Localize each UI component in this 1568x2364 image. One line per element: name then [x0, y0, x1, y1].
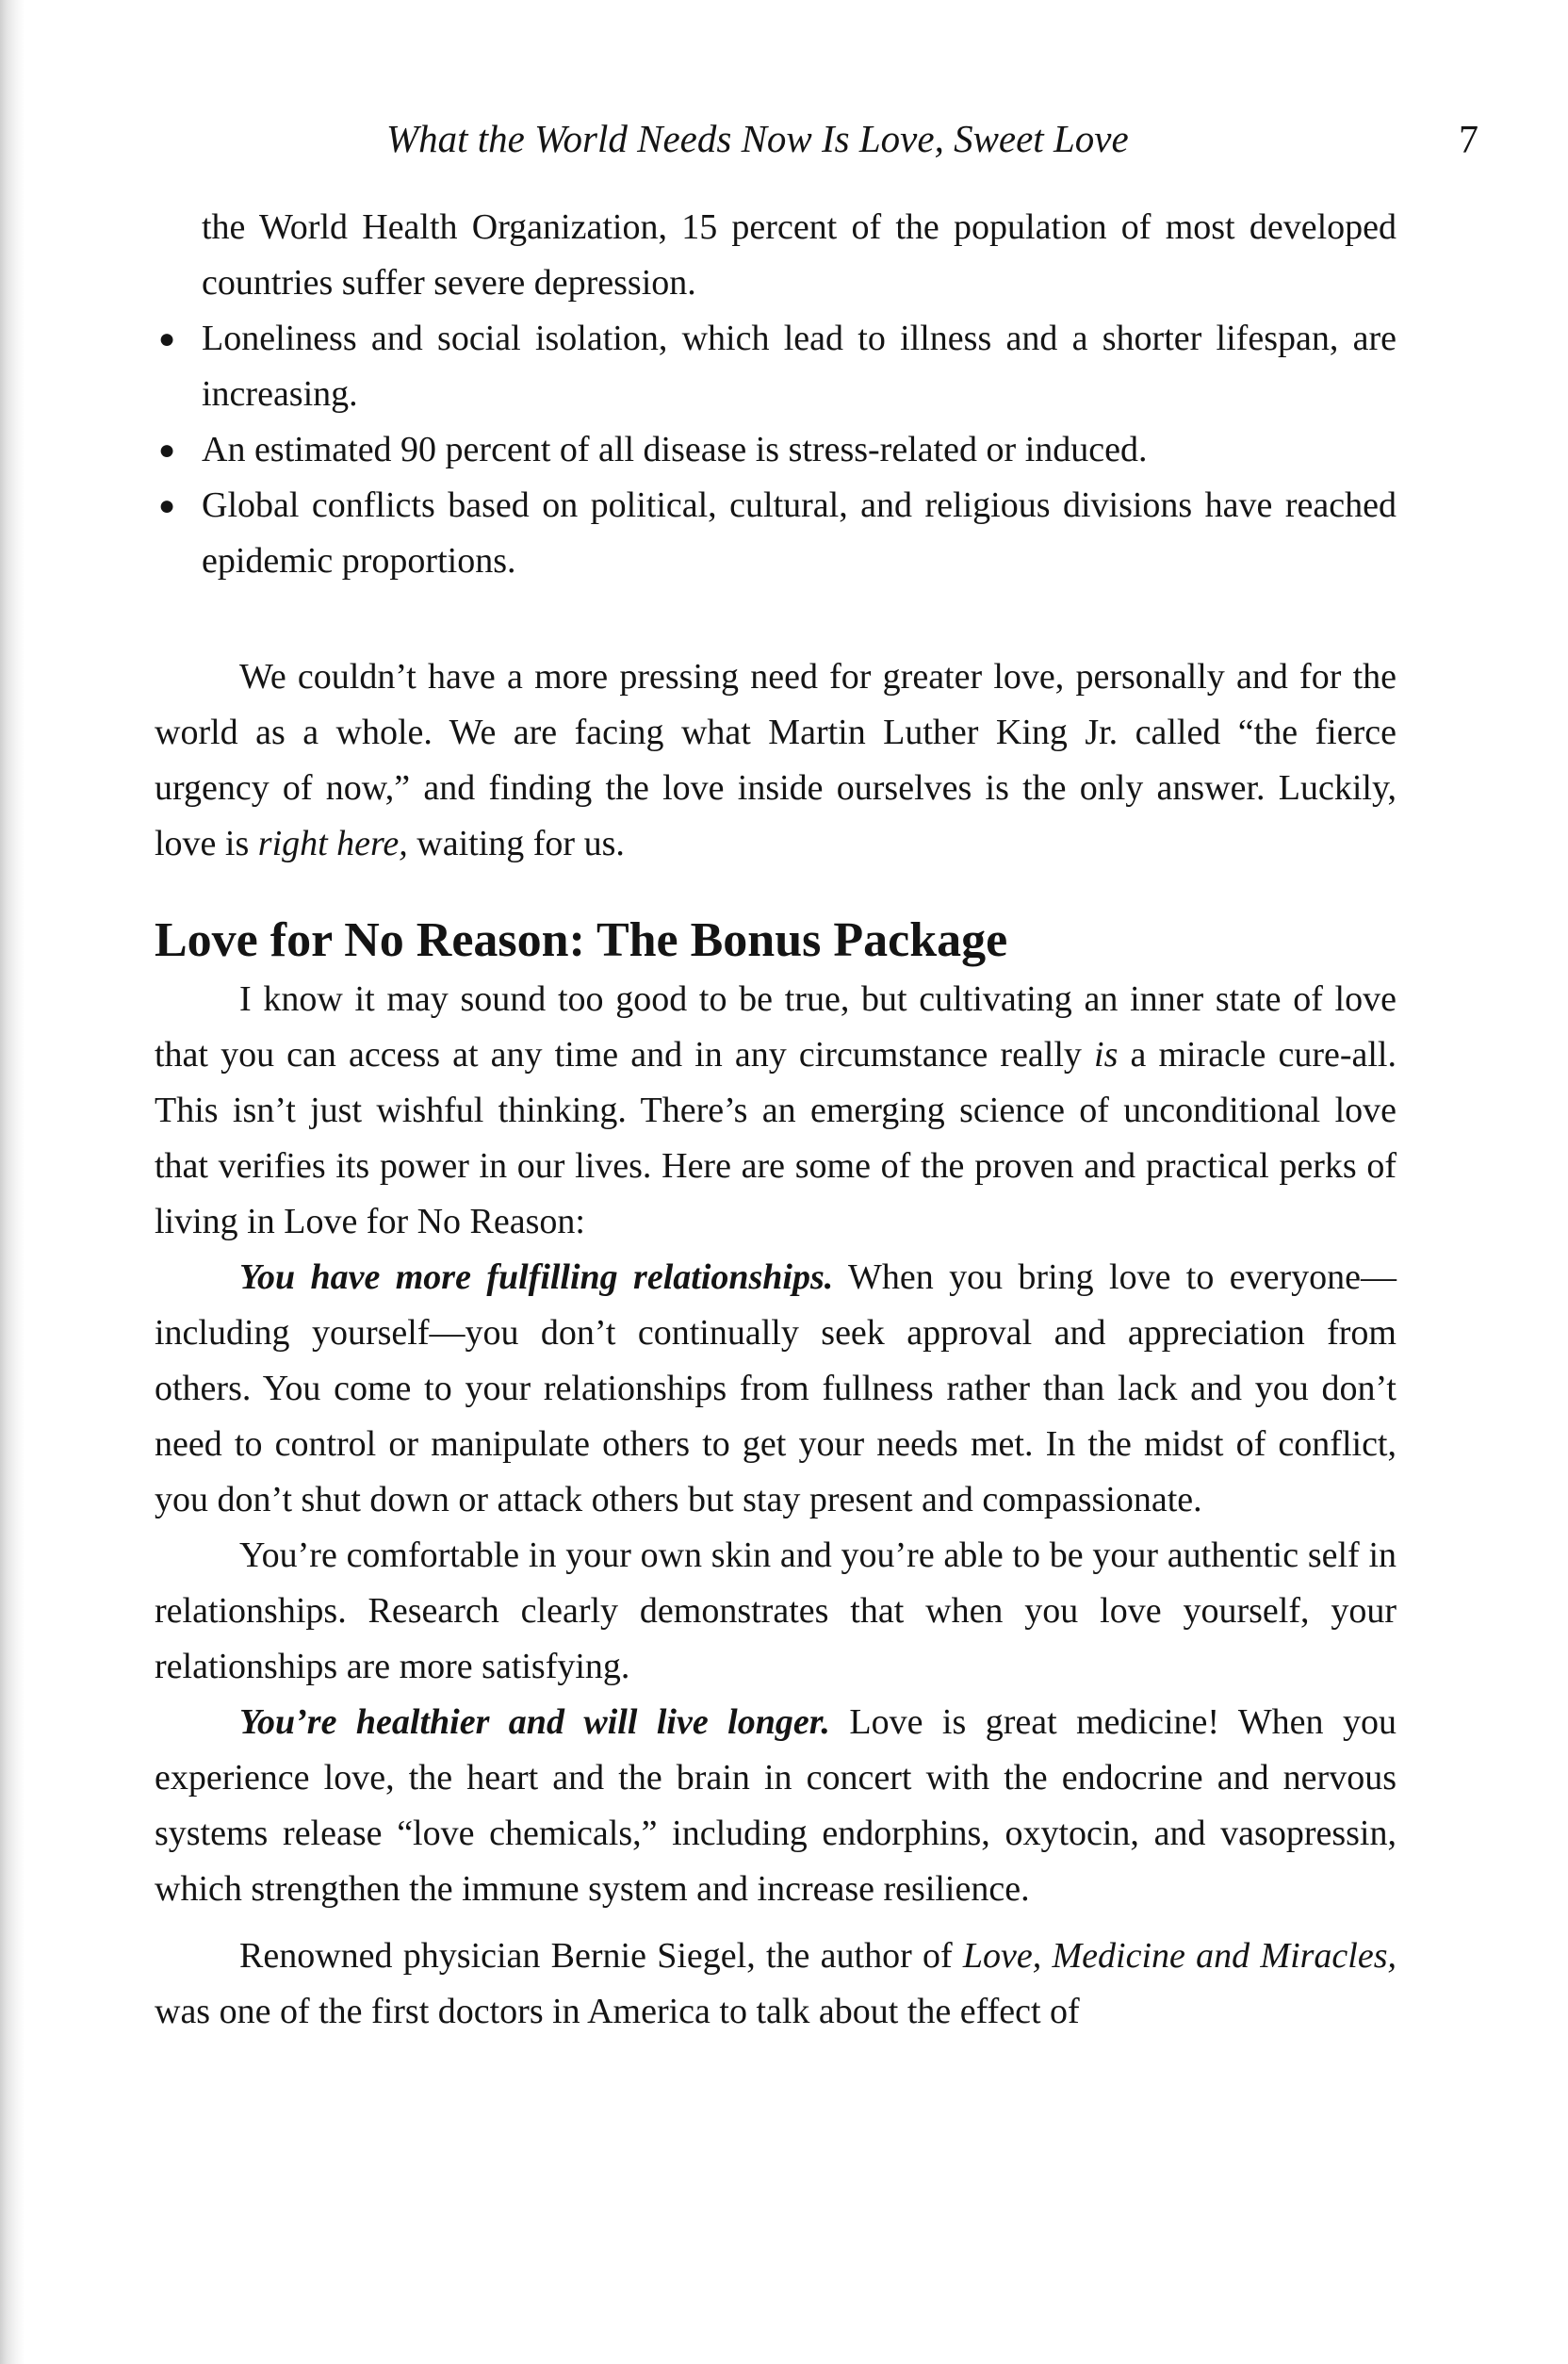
- paragraph-text: a miracle cure-all. This isn’t just wishful thinking. There’s an emerging science of unconditional love that verifies its power in our lives. Here are some of the proven and practical perks of living in Love for No Reason:: [155, 1035, 1396, 1241]
- run-in-heading: You’re healthier and will live longer.: [239, 1702, 830, 1742]
- bullet-item: [155, 311, 1396, 422]
- running-head: What the World Needs Now Is Love, Sweet Love: [386, 117, 1129, 160]
- bullet-item: [155, 478, 1396, 589]
- emphasis-text: right here,: [257, 824, 408, 863]
- paragraph-own-skin: You’re comfortable in your own skin and you’re able to be your authentic self in relationships. Research clearly demonstrates that when you love yourself, your relationships are more satisfying.: [155, 1535, 1396, 1686]
- paragraph-relationships: [155, 1250, 1396, 1528]
- paragraph-text: When you bring love to everyone—including yourself—you don’t continually seek approval and appreciation from others. You come to your relationships from fullness rather than lack and you don’t need to control or manipulate others to get your needs met. In the midst of conflict, you don’t shut down or attack others but stay present and compassionate.: [155, 1257, 1396, 1519]
- paragraph-text: Renowned physician Bernie Siegel, the author of: [239, 1936, 963, 1976]
- scan-edge-shadow: [0, 0, 24, 2364]
- book-title: Love, Medicine and Miracles,: [962, 1936, 1396, 1976]
- paragraph-text: Love is great medicine! When you experience love, the heart and the brain in concert with the endocrine and nervous systems release “love chemicals,” including endorphins, oxytocin, and vasopressin, which strengthen the immune system and increase resilience.: [155, 1702, 1397, 1909]
- bullet-icon: ●: [158, 490, 176, 521]
- paragraph-text: was one of the first doctors in America to talk about the effect of: [155, 1992, 1080, 2031]
- bullet-icon: ●: [158, 435, 176, 466]
- paragraph-pressing-need: [155, 649, 1396, 872]
- page-number: 7: [1459, 119, 1478, 162]
- bullet-text: Loneliness and social isolation, which lead to illness and a shorter lifespan, are increasing.: [202, 319, 1396, 414]
- paragraph-text: I know it may sound too good to be true, but cultivating an inner state of love that you can access at any time and in any circumstance really: [155, 979, 1396, 1075]
- bullet-item: [155, 422, 1396, 478]
- bullet-icon: ●: [158, 323, 176, 354]
- bullet-text: Global conflicts based on political, cultural, and religious divisions have reached epidemic proportions.: [202, 485, 1396, 581]
- paragraph-siegel: [155, 1929, 1396, 2040]
- paragraph-text: waiting for us.: [407, 824, 625, 863]
- page-body: [155, 200, 1396, 2040]
- bullet-text: An estimated 90 percent of all disease is stress-related or induced.: [202, 430, 1148, 469]
- opening-text: the World Health Organization, 15 percent of the population of most developed countries suffer severe depression.: [202, 207, 1396, 303]
- run-in-heading: You have more fulfilling relationships.: [239, 1257, 834, 1297]
- section-heading: Love for No Reason: The Bonus Package: [155, 913, 1008, 967]
- paragraph-text: We couldn’t have a more pressing need for greater love, personally and for the world as a whole. We are facing what Martin Luther King Jr. called “the fierce urgency of now,” and finding the love inside ourselves is the only answer. Luckily, love is: [155, 657, 1396, 863]
- paragraph-health: [155, 1695, 1396, 1917]
- emphasis-text: is: [1094, 1035, 1119, 1075]
- bullet-list: [155, 311, 1396, 589]
- paragraph-miracle-cure: [155, 972, 1396, 1250]
